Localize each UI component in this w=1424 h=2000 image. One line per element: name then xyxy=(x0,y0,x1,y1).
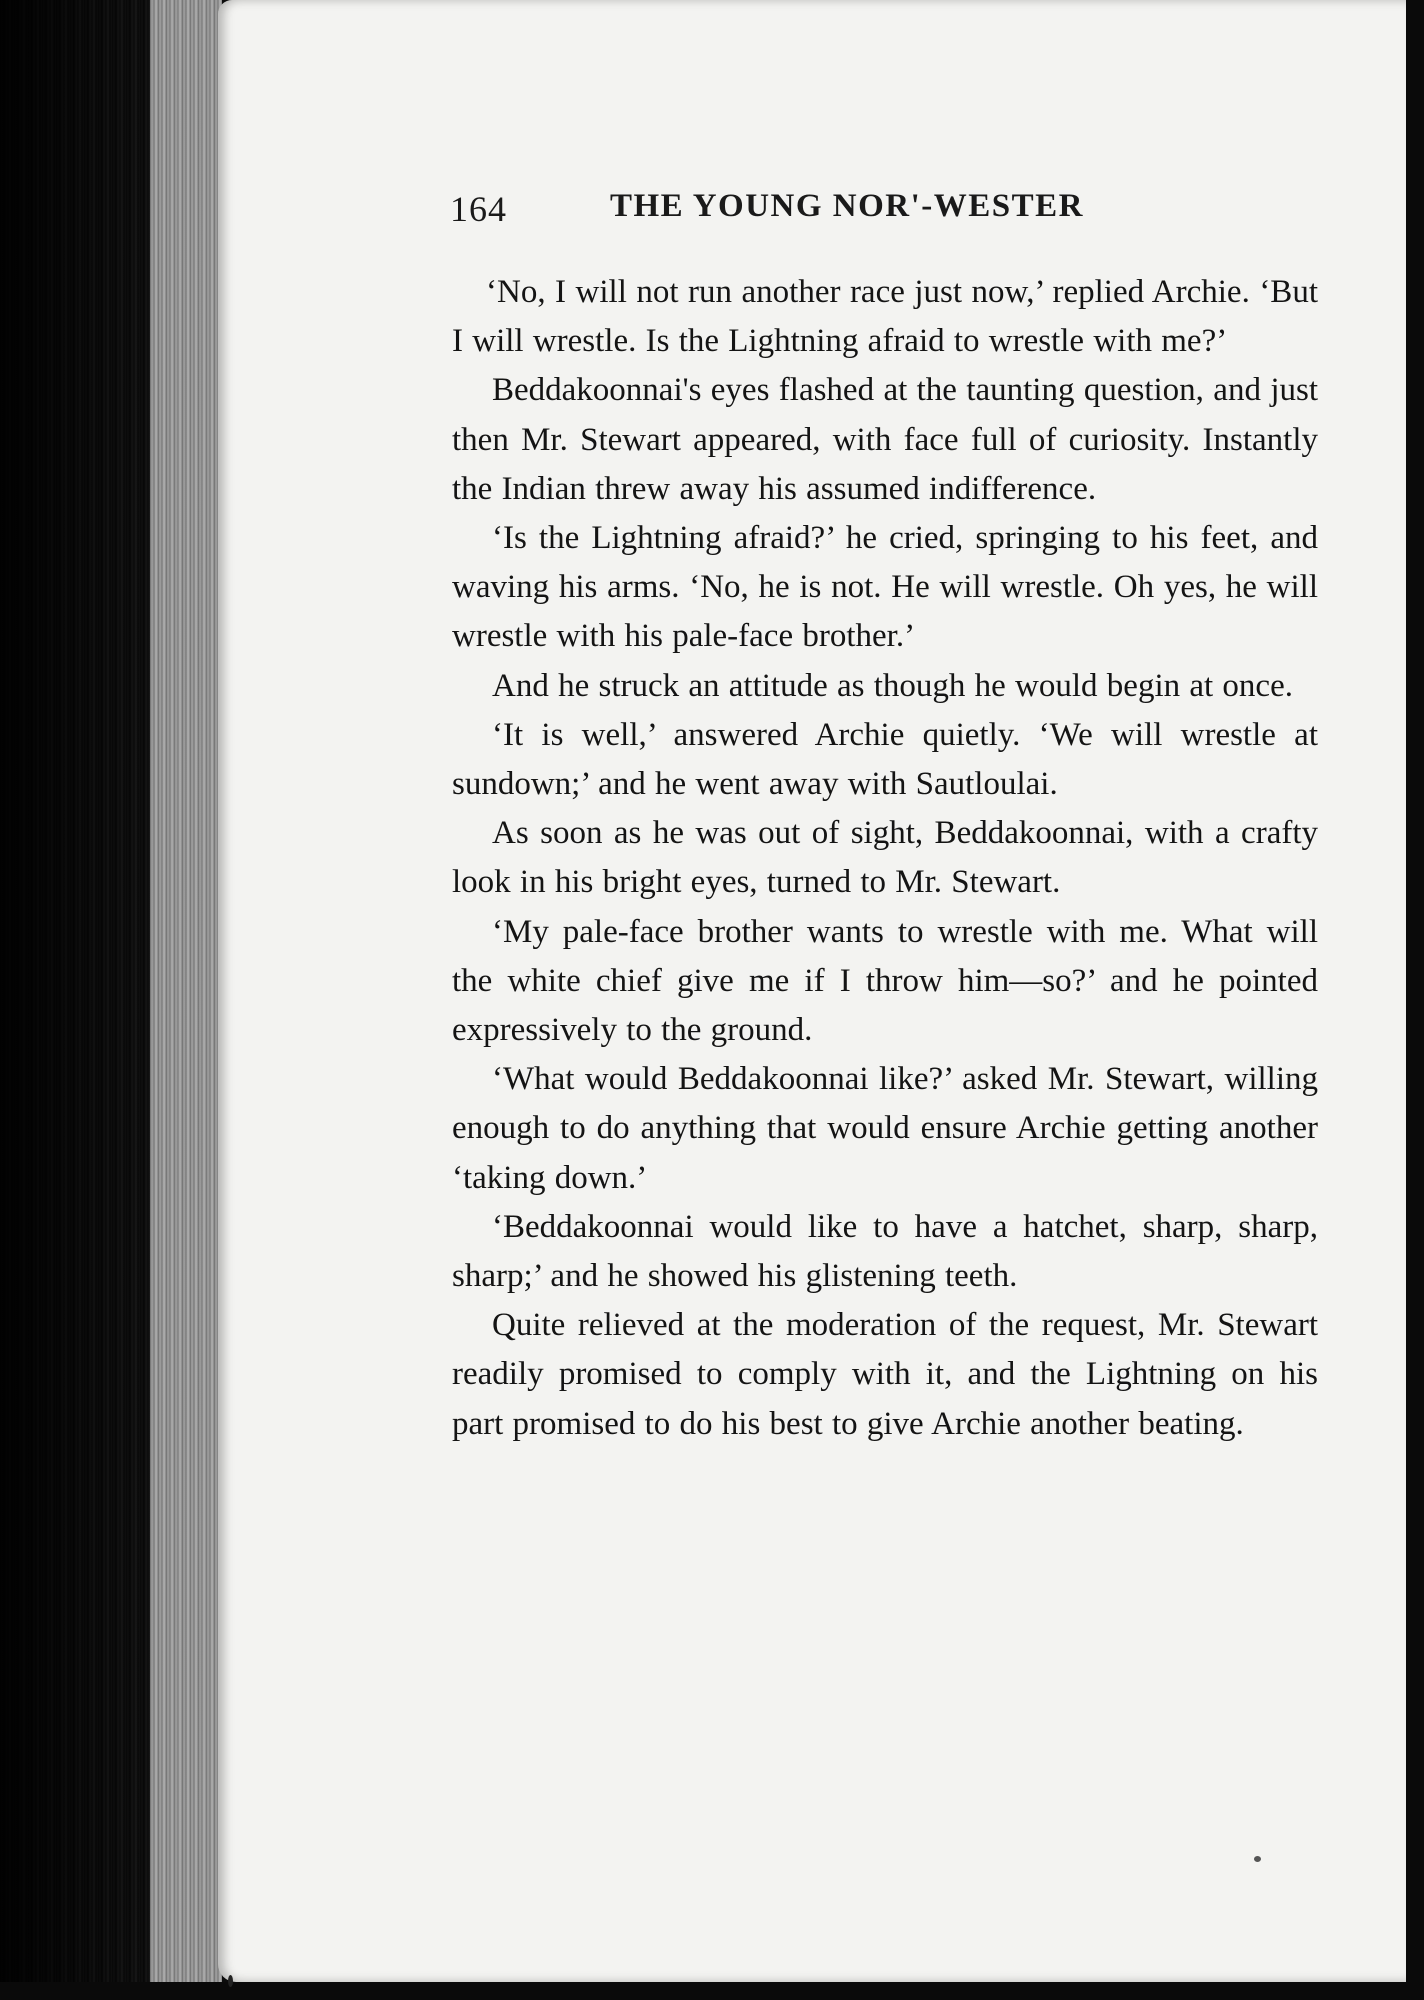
paragraph: ‘It is well,’ answered Archie quietly. ‘We will wrestle at sundown;’ and he went away with Sautloulai. xyxy=(452,716,1318,803)
paragraph: ‘What would Beddakoonnai like?’ asked Mr. Stewart, willing enough to do anything that would ensure Archie getting another ‘taking down.’ xyxy=(452,1061,1318,1196)
page-number: 164 xyxy=(450,189,507,229)
paragraph: As soon as he was out of sight, Beddakoonnai, with a crafty look in his bright eyes, turned to Mr. Stewart. xyxy=(452,815,1318,901)
paragraph: ‘Beddakoonnai would like to have a hatchet, sharp, sharp, sharp;’ and he showed his glistening teeth. xyxy=(452,1208,1318,1295)
book-page-edges-light xyxy=(150,0,222,2000)
paragraph: And he struck an attitude as though he would begin at once. xyxy=(492,667,1293,704)
running-head xyxy=(450,188,1150,238)
paragraph: Quite relieved at the moderation of the request, Mr. Stewart readily promised to comply with it, and the Lightning on his part promised to do his best to give Archie another beating. xyxy=(452,1307,1318,1442)
body-text xyxy=(452,268,1318,1449)
paragraph: ‘My pale-face brother wants to wrestle with me. What will the white chief give me if I throw him—so?’ and he pointed expressively to the ground. xyxy=(452,913,1318,1049)
scan-border-bottom xyxy=(0,1982,1424,2000)
scan-border-right xyxy=(1406,0,1424,2000)
paper-speck xyxy=(1254,1856,1261,1862)
paragraph: ‘Is the Lightning afraid?’ he cried, springing to his feet, and waving his arms. ‘No, he is not. He will wrestle. Oh yes, he will wrestle with his pale-face brother.’ xyxy=(452,520,1318,655)
paragraph: ‘No, I will not run another race just now,’ replied Archie. ‘But I will wrestle. Is the Lightning afraid to wrestle with me?’ xyxy=(452,274,1318,360)
paper-speck xyxy=(228,1975,233,1987)
running-title: THE YOUNG NOR'-WESTER xyxy=(610,188,1085,224)
paragraph: Beddakoonnai's eyes flashed at the taunting question, and just then Mr. Stewart appeared, with face full of curiosity. Instantly the Indian threw away his assumed indifference. xyxy=(452,372,1318,507)
